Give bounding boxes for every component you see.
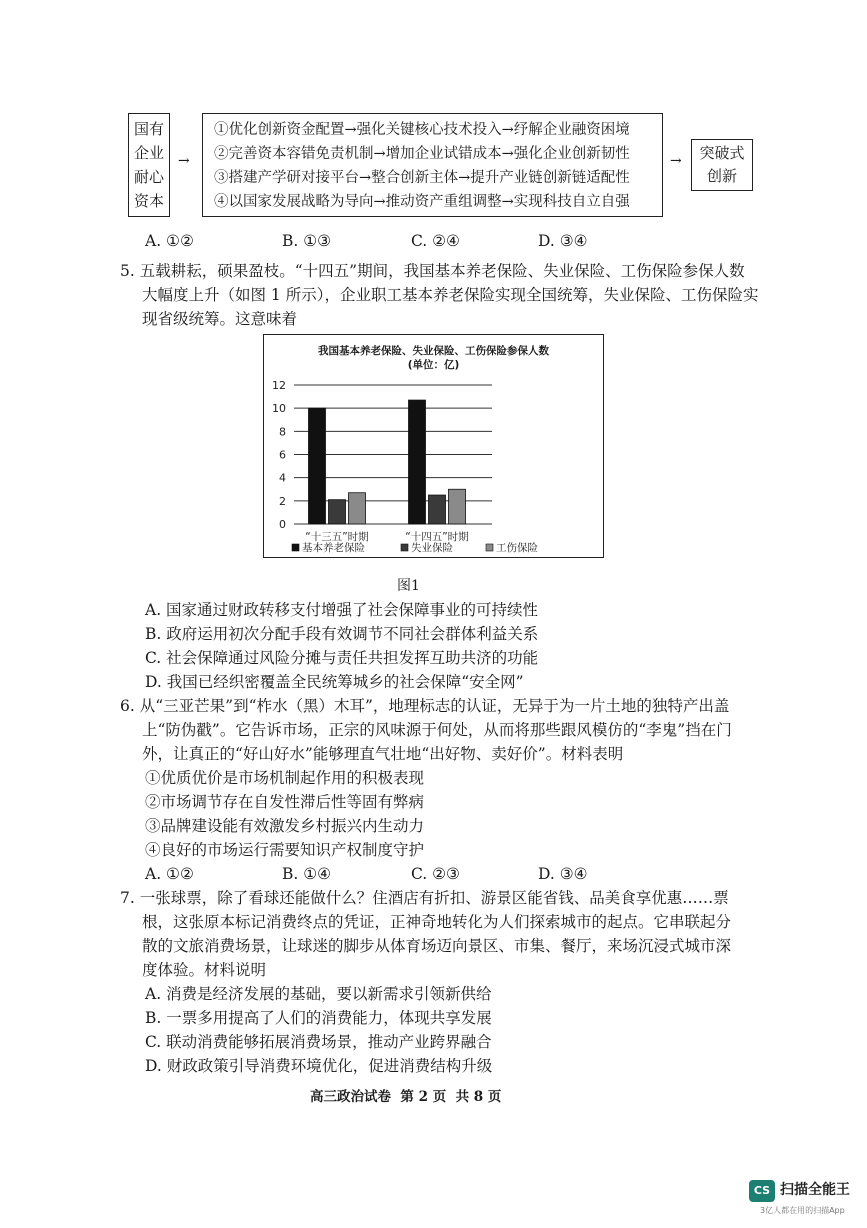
legend-label: 工伤保险 [496, 542, 538, 554]
flow-arrow-icon: → [670, 153, 682, 169]
y-tick-label: 12 [272, 379, 286, 392]
flow-box-state-capital [128, 113, 170, 217]
q6-option-a[interactable]: A. ①② [145, 865, 194, 883]
chart-bar [429, 495, 446, 524]
flow-box-paths [202, 113, 663, 217]
y-tick-label: 2 [279, 494, 286, 508]
flow-box-innovation [691, 139, 753, 191]
chart-bar [449, 489, 466, 524]
legend-swatch [486, 544, 493, 551]
camscanner-logo-icon: CS [749, 1180, 775, 1202]
chart-bar [409, 400, 426, 524]
q5-stem-line: 5. 五载耕耘，硕果盈枝。“十四五”期间，我国基本养老保险、失业保险、工伤保险参保人数 [120, 262, 745, 280]
q7-option-d[interactable]: D. 财政政策引导消费环境优化，促进消费结构升级 [145, 1057, 493, 1075]
q5-option-a[interactable]: A. 国家通过财政转移支付增强了社会保障事业的可持续性 [145, 601, 539, 619]
q5-option-b[interactable]: B. 政府运用初次分配手段有效调节不同社会群体利益关系 [145, 625, 539, 643]
chart-subtitle: (单位：亿) [407, 359, 460, 371]
flow-box-line: 创新 [706, 167, 737, 185]
q6-option-d[interactable]: D. ③④ [538, 865, 588, 883]
legend-label: 失业保险 [411, 542, 453, 554]
flow-box-line: 突破式 [699, 144, 745, 162]
q6-stem-line: 外，让真正的“好山好水”能够理直气壮地“出好物、卖好价”。材料表明 [142, 745, 624, 763]
flow-box-line: 耐心 [133, 168, 164, 186]
chart-bar [349, 493, 366, 524]
camscanner-tagline: 3亿人都在用的扫描App [760, 1206, 845, 1215]
page-footer: 高三政治试卷 第 2 页 共 8 页 [310, 1089, 502, 1105]
q7-stem-line: 根，这张原本标记消费终点的凭证，正神奇地转化为人们探索城市的起点。它串联起分 [142, 913, 732, 931]
flow-box-line: 企业 [133, 144, 164, 162]
flow-path-line: ①优化创新资金配置→强化关键核心技术投入→纾解企业融资困境 [214, 122, 630, 138]
q7-option-c[interactable]: C. 联动消费能够拓展消费场景，推动产业跨界融合 [145, 1033, 492, 1051]
q7-stem-line: 度体验。材料说明 [142, 961, 267, 979]
chart-figure-1 [263, 334, 604, 558]
x-category-label: “十四五”时期 [405, 531, 469, 543]
flow-path-line: ②完善资本容错免责机制→增加企业试错成本→强化企业创新韧性 [214, 146, 630, 162]
q7-stem-line: 散的文旅消费场景，让球迷的脚步从体育场迈向景区、市集、餐厅，来场沉浸式城市深 [142, 937, 732, 955]
q5-stem-line: 大幅度上升（如图 1 所示），企业职工基本养老保险实现全国统筹，失业保险、工伤保险实 [142, 286, 759, 304]
chart-bar [329, 500, 346, 524]
q7-stem-line: 7. 一张球票，除了看球还能做什么？住酒店有折扣、游景区能省钱、品美食享优惠……票 [120, 889, 729, 907]
q4-option-a[interactable]: A. ①② [145, 232, 194, 250]
q6-stem-line: 6. 从“三亚芒果”到“柞水（黑）木耳”，地理标志的认证，无异于为一片土地的独特产出盖 [120, 697, 730, 715]
legend-swatch [401, 544, 408, 551]
q6-item: ③品牌建设能有效激发乡村振兴内生动力 [145, 817, 425, 835]
q4-option-b[interactable]: B. ①③ [282, 232, 332, 250]
legend-label: 基本养老保险 [302, 542, 365, 554]
q6-stem-line: 上“防伪戳”。它告诉市场，正宗的风味源于何处，从而将那些跟风模仿的“李鬼”挡在门 [142, 721, 732, 739]
y-tick-label: 6 [279, 448, 286, 462]
q5-option-c[interactable]: C. 社会保障通过风险分摊与责任共担发挥互助共济的功能 [145, 649, 539, 667]
q6-item: ②市场调节存在自发性滞后性等固有弊病 [145, 793, 425, 811]
flow-box-line: 资本 [133, 192, 164, 210]
y-tick-label: 4 [279, 471, 286, 485]
y-tick-label: 0 [279, 518, 286, 531]
q4-option-d[interactable]: D. ③④ [538, 232, 588, 250]
q7-option-b[interactable]: B. 一票多用提高了人们的消费能力，体现共享发展 [145, 1009, 492, 1027]
chart-plot [264, 335, 602, 556]
figure-caption: 图1 [397, 578, 420, 594]
q7-option-a[interactable]: A. 消费是经济发展的基础，要以新需求引领新供给 [145, 985, 492, 1003]
y-tick-label: 8 [279, 425, 286, 439]
camscanner-name: 扫描全能王 [780, 1182, 850, 1198]
q6-option-b[interactable]: B. ①④ [282, 865, 332, 883]
y-tick-label: 10 [272, 402, 286, 416]
flow-box-line: 国有 [133, 120, 164, 138]
q6-item: ④良好的市场运行需要知识产权制度守护 [145, 841, 425, 859]
q5-stem-line: 现省级统筹。这意味着 [142, 310, 298, 328]
q4-option-c[interactable]: C. ②④ [411, 232, 460, 250]
q5-option-d[interactable]: D. 我国已经织密覆盖全民统筹城乡的社会保障“安全网” [145, 673, 524, 691]
legend-swatch [292, 544, 299, 551]
flow-arrow-icon: → [178, 153, 190, 169]
flow-path-line: ③搭建产学研对接平台→整合创新主体→提升产业链创新链适配性 [214, 170, 630, 186]
q6-item: ①优质优价是市场机制起作用的积极表现 [145, 769, 425, 787]
q6-option-c[interactable]: C. ②③ [411, 865, 460, 883]
flow-path-line: ④以国家发展战略为导向→推动资产重组调整→实现科技自立自强 [214, 194, 630, 210]
x-category-label: “十三五”时期 [305, 531, 369, 543]
chart-bar [309, 408, 326, 524]
chart-title: 我国基本养老保险、失业保险、工伤保险参保人数 [318, 345, 549, 357]
